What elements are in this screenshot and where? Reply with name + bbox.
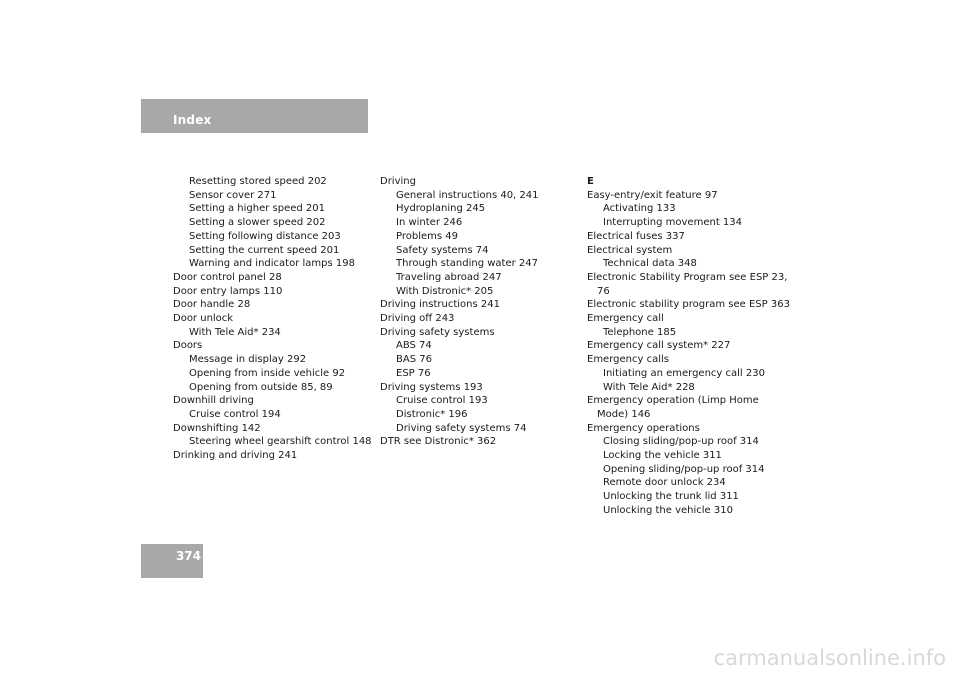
index-subentry: Problems 49 (396, 230, 458, 242)
index-subentry: Telephone 185 (603, 326, 677, 338)
index-subentry: Sensor cover 271 (189, 189, 277, 201)
index-entry: Door control panel 28 (173, 271, 282, 283)
index-entry: Easy-entry/exit feature 97 (587, 189, 718, 201)
index-subentry: With Distronic* 205 (396, 285, 494, 297)
watermark: carmanualsonline.info (713, 646, 946, 670)
index-subentry: ESP 76 (396, 367, 431, 379)
index-subentry: Driving safety systems 74 (396, 422, 527, 434)
index-entry: Driving off 243 (380, 313, 455, 325)
index-entry: Door unlock (173, 313, 234, 325)
index-subentry: General instructions 40, 241 (396, 189, 539, 201)
index-entry: DTR see Distronic* 362 (380, 436, 497, 448)
index-entry: Emergency operation (Limp Home Mode) 146 (587, 395, 759, 420)
index-entry: Electronic Stability Program see ESP 23, 76 (587, 271, 788, 297)
index-entry: Driving systems 193 (380, 381, 483, 393)
index-subentry: Cruise control 194 (189, 408, 281, 420)
index-entry: Door entry lamps 110 (173, 285, 283, 297)
index-subentry: Safety systems 74 (396, 244, 489, 256)
index-entry: Emergency calls (587, 354, 669, 366)
index-subentry: Setting a slower speed 202 (189, 217, 326, 229)
page-number-box (141, 544, 203, 578)
section-title: Index (173, 113, 212, 127)
index-subentry: Remote door unlock 234 (603, 477, 726, 489)
index-subentry: Activating 133 (603, 203, 676, 215)
index-subentry: Through standing water 247 (396, 258, 539, 270)
index-column-1 (173, 175, 373, 463)
index-subentry: Setting the current speed 201 (189, 244, 340, 256)
index-subentry: Steering wheel gearshift control 148 (189, 436, 372, 448)
index-subentry: Distronic* 196 (396, 408, 468, 420)
index-entry: Driving instructions 241 (380, 299, 500, 311)
index-entry: Electrical system (587, 244, 673, 256)
index-subentry: Setting following distance 203 (189, 230, 341, 242)
index-subentry: Locking the vehicle 311 (603, 450, 722, 462)
index-subentry: Cruise control 193 (396, 395, 488, 407)
index-subentry: Unlocking the trunk lid 311 (603, 491, 739, 503)
index-column-3 (587, 175, 790, 518)
index-subentry: BAS 76 (396, 354, 432, 366)
index-entry: Drinking and driving 241 (173, 450, 298, 462)
index-subentry: Warning and indicator lamps 198 (189, 258, 355, 270)
index-subentry: Technical data 348 (603, 258, 697, 270)
index-entry: Electronic stability program see ESP 363 (587, 299, 790, 311)
index-subentry: Initiating an emergency call 230 (603, 367, 765, 379)
index-subentry: Resetting stored speed 202 (189, 176, 327, 187)
index-subentry: With Tele Aid* 228 (603, 381, 695, 393)
index-entry: Downhill driving (173, 395, 254, 407)
index-column-2 (380, 175, 580, 449)
section-header-band (141, 99, 368, 133)
index-subentry: Opening from outside 85, 89 (189, 381, 333, 393)
index-entry: Door handle 28 (173, 299, 251, 311)
index-subentry: Hydroplaning 245 (396, 203, 486, 215)
index-entry: Emergency call system* 227 (587, 340, 731, 352)
index-subentry: Closing sliding/pop-up roof 314 (603, 436, 759, 448)
index-subentry: Interrupting movement 134 (603, 217, 743, 229)
index-subentry: In winter 246 (396, 217, 463, 229)
index-subentry: With Tele Aid* 234 (189, 326, 281, 338)
page-number: 374 (175, 549, 201, 563)
index-subentry: Opening from inside vehicle 92 (189, 367, 346, 379)
index-entry: Driving safety systems (380, 326, 495, 338)
index-entry: Emergency call (587, 313, 664, 325)
index-subentry: Unlocking the vehicle 310 (603, 504, 733, 516)
index-entry: Emergency operations (587, 422, 700, 434)
index-letter-heading: E (587, 176, 594, 187)
index-entry: Driving (380, 176, 416, 187)
index-subentry: Setting a higher speed 201 (189, 203, 326, 215)
index-subentry: ABS 74 (396, 340, 432, 352)
index-entry: Electrical fuses 337 (587, 230, 685, 242)
index-subentry: Traveling abroad 247 (396, 271, 502, 283)
index-entry: Downshifting 142 (173, 422, 261, 434)
index-subentry: Opening sliding/pop-up roof 314 (603, 463, 765, 475)
index-subentry: Message in display 292 (189, 354, 307, 366)
index-entry: Doors (173, 340, 203, 352)
